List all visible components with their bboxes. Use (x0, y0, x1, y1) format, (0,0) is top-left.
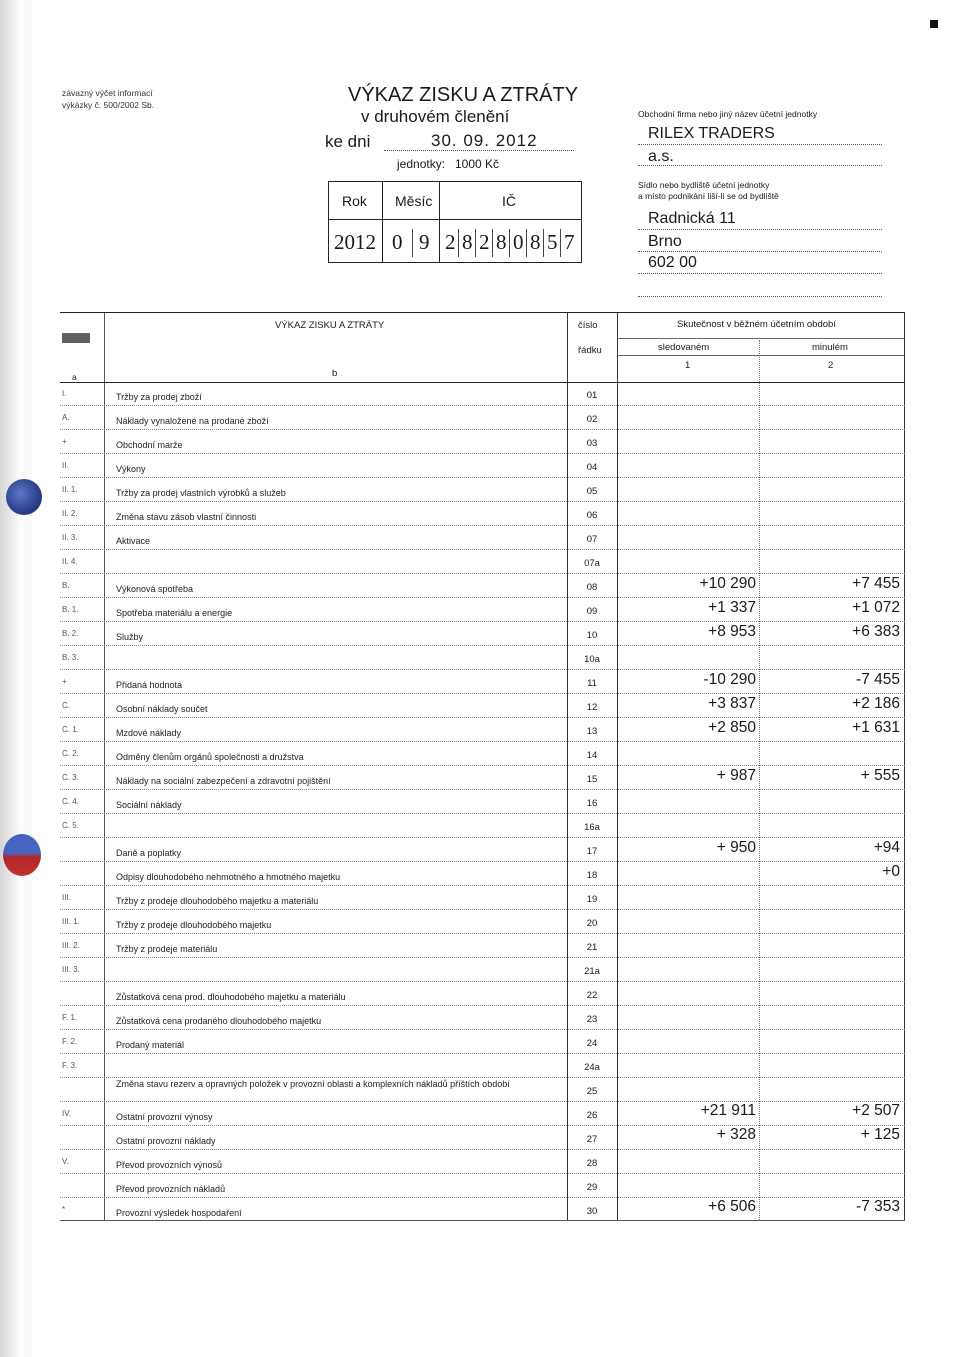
row-number: 16 (586, 798, 598, 809)
row-mark: IV. (62, 1109, 72, 1118)
value-current: +2 850 (708, 719, 756, 736)
address-label-1: Sídlo nebo bydliště účetní jednotky (638, 180, 770, 190)
table-head-previous: minulém (812, 342, 848, 353)
row-mark: + (62, 437, 67, 446)
company-name: RILEX TRADERS (648, 125, 775, 142)
value-previous: +2 507 (852, 1102, 900, 1119)
row-divider (60, 405, 905, 406)
row-number: 13 (586, 726, 598, 737)
value-current: +1 337 (708, 599, 756, 616)
id-ic-digit: 2 (445, 230, 456, 254)
row-label: Odpisy dlouhodobého nehmotného a hmotného majetku (116, 872, 341, 882)
row-label: Náklady vynaložené na prodané zboží (116, 416, 269, 426)
id-ic-divider (458, 229, 459, 257)
scan-edge-light (22, 0, 32, 1357)
table-subhead-divider (617, 355, 904, 356)
row-divider (60, 1149, 905, 1150)
row-label: Tržby z prodeje materiálu (116, 944, 218, 954)
row-mark: B. 1. (62, 605, 79, 614)
row-number: 22 (586, 990, 598, 1001)
id-box-divider (328, 219, 582, 220)
row-number: 29 (586, 1182, 598, 1193)
row-number: 18 (586, 870, 598, 881)
row-number: 05 (586, 486, 598, 497)
row-number: 30 (586, 1206, 598, 1217)
id-box-sep-2 (439, 182, 440, 262)
street-line (638, 229, 882, 230)
row-number: 19 (586, 894, 598, 905)
row-number: 04 (586, 462, 598, 473)
row-number: 20 (586, 918, 598, 929)
company-form-line (638, 165, 882, 166)
extra-line (638, 296, 882, 297)
row-mark: C. (62, 701, 70, 710)
row-mark: C. 5. (62, 821, 79, 830)
row-divider (60, 981, 905, 982)
row-mark: * (62, 1205, 66, 1214)
legal-note-line1: závazný výčet informací (62, 88, 153, 98)
row-label: Převod provozních výnosů (116, 1160, 223, 1170)
row-mark: II. 4. (62, 557, 78, 566)
value-current: +6 506 (708, 1198, 756, 1215)
id-ic-divider (509, 229, 510, 257)
address-city: Brno (648, 233, 682, 250)
row-label: Náklady na sociální zabezpečení a zdravotní pojištění (116, 776, 331, 786)
table-head-period: Skutečnost v běžném účetním období (677, 319, 836, 330)
id-col-rok: Rok (342, 193, 367, 209)
row-divider (60, 1005, 905, 1006)
row-number: 15 (586, 774, 598, 785)
id-ic-divider (492, 229, 493, 257)
row-label: Převod provozních nákladů (116, 1184, 226, 1194)
row-mark: II. 2. (62, 509, 78, 518)
row-divider (60, 861, 905, 862)
row-mark: + (62, 677, 67, 686)
row-divider (60, 621, 905, 622)
date-label: ke dni (325, 132, 371, 151)
id-ic-digit: 2 (479, 230, 490, 254)
row-divider (60, 1173, 905, 1174)
row-number: 10 (586, 630, 598, 641)
row-divider (60, 1125, 905, 1126)
row-number: 27 (586, 1134, 598, 1145)
units-value: 1000 Kč (455, 157, 500, 171)
row-label: Prodaný materiál (116, 1040, 185, 1050)
table-period-divider (617, 338, 904, 339)
row-divider (60, 717, 905, 718)
scan-edge-shadow (0, 0, 22, 1357)
value-previous: +2 186 (852, 695, 900, 712)
row-mark: B. 3. (62, 653, 79, 662)
row-label: Daně a poplatky (116, 848, 182, 858)
company-form: a.s. (648, 148, 674, 165)
row-mark: II. 3. (62, 533, 78, 542)
row-number: 06 (586, 510, 598, 521)
row-number: 23 (586, 1014, 598, 1025)
row-number: 03 (586, 438, 598, 449)
row-number: 10a (584, 654, 600, 665)
row-divider (60, 909, 905, 910)
company-name-line (638, 144, 882, 145)
table-col-values-divider (759, 340, 760, 1220)
row-number: 01 (586, 390, 598, 401)
address-zip: 602 00 (648, 254, 697, 271)
row-number: 26 (586, 1110, 598, 1121)
id-ic-divider (543, 229, 544, 257)
table-head-bottom (60, 382, 905, 383)
row-number: 02 (586, 414, 598, 425)
row-label: Tržby za prodej vlastních výrobků a služeb (116, 488, 286, 498)
row-divider (60, 789, 905, 790)
table-head-b: b (332, 368, 338, 379)
row-mark: C. 3. (62, 773, 79, 782)
row-divider (60, 741, 905, 742)
legal-note-line2: výkázky č. 500/2002 Sb. (62, 100, 155, 110)
value-previous: +1 631 (852, 719, 900, 736)
row-label: Tržby za prodej zboží (116, 392, 202, 402)
id-year: 2012 (334, 230, 376, 254)
row-number: 17 (586, 846, 598, 857)
row-number: 07a (584, 558, 600, 569)
row-label: Spotřeba materiálu a energie (116, 608, 233, 618)
row-mark: F. 2. (62, 1037, 78, 1046)
row-number: 24a (584, 1062, 600, 1073)
id-ic-digit: 7 (564, 230, 575, 254)
value-current: + 328 (716, 1126, 756, 1143)
city-line (638, 251, 882, 252)
id-month-digit: 0 (392, 230, 403, 254)
value-previous: +1 072 (852, 599, 900, 616)
table-head-current: sledovaném (658, 342, 710, 353)
row-divider (60, 1077, 905, 1078)
row-divider (60, 477, 905, 478)
row-mark: II. (62, 461, 69, 470)
row-divider (60, 453, 905, 454)
row-number: 21a (584, 966, 600, 977)
scan-sticker-bicolor (3, 834, 41, 876)
value-previous: + 555 (860, 767, 900, 784)
value-current: + 987 (716, 767, 756, 784)
value-previous: +94 (873, 839, 900, 856)
row-divider (60, 429, 905, 430)
id-box-sep-1 (382, 182, 383, 262)
table-col-num-right (617, 312, 618, 1220)
table-head-cislo: číslo (578, 320, 598, 331)
row-divider (60, 645, 905, 646)
value-current: +21 911 (700, 1102, 756, 1119)
row-label: Sociální náklady (116, 800, 182, 810)
column-a-header-blob (62, 333, 90, 343)
value-previous: +6 383 (852, 623, 900, 640)
row-mark: II. 1. (62, 485, 78, 494)
id-month-digit: 9 (419, 230, 430, 254)
document-title: VÝKAZ ZISKU A ZTRÁTY (348, 84, 579, 106)
value-current: +3 837 (708, 695, 756, 712)
row-divider (60, 525, 905, 526)
id-ic-divider (475, 229, 476, 257)
row-mark: F. 1. (62, 1013, 78, 1022)
row-mark: C. 2. (62, 749, 79, 758)
address-label-2: a místo podnikání liší-li se od bydliště (638, 191, 779, 201)
id-ic-digit: 8 (496, 230, 507, 254)
row-divider (60, 765, 905, 766)
scan-dust-mark (930, 20, 938, 28)
row-label: Provozní výsledek hospodaření (116, 1208, 242, 1218)
row-mark: C. 1. (62, 725, 79, 734)
row-label: Aktivace (116, 536, 151, 546)
zip-line (638, 273, 882, 274)
row-number: 24 (586, 1038, 598, 1049)
table-top-border (60, 312, 905, 313)
row-divider (60, 1053, 905, 1054)
row-label: Přidaná hodnota (116, 680, 183, 690)
row-divider (60, 1029, 905, 1030)
row-label: Změna stavu rezerv a opravných položek v provozní oblasti a komplexních nákladů příštích období (116, 1079, 510, 1089)
row-number: 21 (586, 942, 598, 953)
value-current: -10 290 (703, 671, 756, 688)
row-divider (60, 813, 905, 814)
id-ic-digit: 0 (513, 230, 524, 254)
value-previous: + 125 (860, 1126, 900, 1143)
row-mark: B. 2. (62, 629, 79, 638)
id-col-mesic: Měsíc (395, 193, 433, 209)
table-bottom-border (60, 1220, 905, 1221)
value-previous: -7 455 (856, 671, 900, 688)
row-label: Odměny členům orgánů společnosti a družstva (116, 752, 304, 762)
table-head-radku: řádku (578, 345, 602, 356)
row-label: Mzdové náklady (116, 728, 182, 738)
row-label: Tržby z prodeje dlouhodobého majetku a materiálu (116, 896, 319, 906)
row-divider (60, 885, 905, 886)
date-value: 30. 09. 2012 (431, 131, 538, 150)
row-divider (60, 693, 905, 694)
value-current: + 950 (716, 839, 756, 856)
id-ic-digit: 8 (462, 230, 473, 254)
row-label: Ostatní provozní výnosy (116, 1112, 213, 1122)
row-number: 11 (587, 678, 597, 689)
row-mark: F. 3. (62, 1061, 78, 1070)
row-number: 07 (586, 534, 598, 545)
row-mark: III. 2. (62, 941, 80, 950)
row-divider (60, 837, 905, 838)
row-divider (60, 1197, 905, 1198)
row-divider (60, 1101, 905, 1102)
value-current: +10 290 (699, 575, 756, 592)
row-divider (60, 501, 905, 502)
table-col-label-left (104, 312, 105, 1220)
id-col-ic: IČ (502, 193, 516, 209)
row-label: Výkonová spotřeba (116, 584, 194, 594)
row-label: Osobní náklady součet (116, 704, 208, 714)
table-col-right-edge (904, 312, 905, 1220)
row-mark: A. (62, 413, 70, 422)
value-previous: -7 353 (856, 1198, 900, 1215)
row-number: 14 (586, 750, 598, 761)
row-number: 28 (586, 1158, 598, 1169)
id-ic-digit: 5 (547, 230, 558, 254)
row-mark: C. 4. (62, 797, 79, 806)
row-divider (60, 957, 905, 958)
row-number: 25 (586, 1086, 598, 1097)
row-mark: III. (62, 893, 71, 902)
row-label: Ostatní provozní náklady (116, 1136, 216, 1146)
value-current: +8 953 (708, 623, 756, 640)
row-mark: III. 3. (62, 965, 80, 974)
row-mark: V. (62, 1157, 69, 1166)
row-number: 08 (586, 582, 598, 593)
row-number: 09 (586, 606, 598, 617)
row-divider (60, 597, 905, 598)
table-head-1: 1 (685, 360, 691, 371)
id-month-divider (412, 229, 413, 257)
row-mark: B. (62, 581, 70, 590)
row-divider (60, 549, 905, 550)
row-divider (60, 933, 905, 934)
row-divider (60, 669, 905, 670)
table-head-2: 2 (828, 360, 834, 371)
row-divider (60, 573, 905, 574)
row-label: Obchodní marže (116, 440, 183, 450)
row-label: Zůstatková cena prod. dlouhodobého majetku a materiálu (116, 992, 346, 1002)
units-label: jednotky: (397, 157, 446, 171)
row-number: 16a (584, 822, 600, 833)
value-previous: +0 (882, 863, 900, 880)
row-mark: III. 1. (62, 917, 80, 926)
row-label: Výkony (116, 464, 146, 474)
row-number: 12 (586, 702, 598, 713)
value-previous: +7 455 (852, 575, 900, 592)
table-head-title: VÝKAZ ZISKU A ZTRÁTY (275, 320, 385, 331)
table-head-a: a (72, 372, 77, 382)
company-label: Obchodní firma nebo jiný název účetní jednotky (638, 109, 818, 119)
row-label: Služby (116, 632, 144, 642)
id-ic-digit: 8 (530, 230, 541, 254)
document-subtitle: v druhovém členění (361, 107, 510, 126)
row-label: Tržby z prodeje dlouhodobého majetku (116, 920, 272, 930)
address-street: Radnická 11 (648, 210, 736, 227)
row-label: Změna stavu zásob vlastní činnosti (116, 512, 257, 522)
id-ic-divider (560, 229, 561, 257)
scan-sticker-blue (6, 479, 42, 515)
row-label: Zůstatková cena prodaného dlouhodobého majetku (116, 1016, 322, 1026)
id-ic-divider (526, 229, 527, 257)
row-mark: I. (62, 389, 67, 398)
